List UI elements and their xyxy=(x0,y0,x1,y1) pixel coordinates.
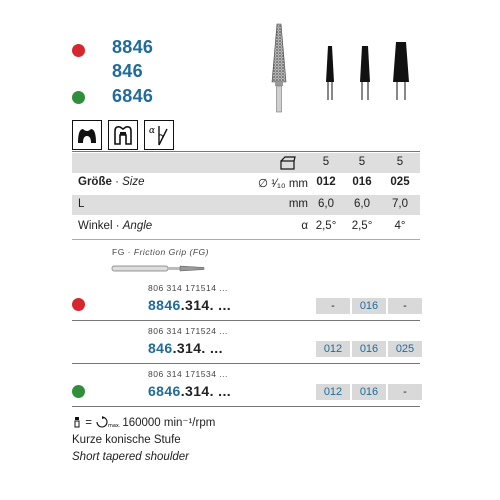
order-code: 6846.314. ... xyxy=(148,383,232,399)
model-8846: 8846 xyxy=(112,37,154,57)
angle-row xyxy=(72,217,420,237)
pack-value: 5 xyxy=(396,156,404,168)
red-dot-icon xyxy=(72,44,85,57)
speed-value: 160000 min⁻¹/rpm xyxy=(122,417,216,429)
size-row xyxy=(72,173,420,193)
size-box[interactable]: - xyxy=(316,298,350,314)
pack-value: 5 xyxy=(358,156,366,168)
fg-bur-icon xyxy=(72,416,82,428)
size-box[interactable]: - xyxy=(388,298,422,314)
divider xyxy=(72,406,420,407)
bur-illustration xyxy=(264,22,294,114)
size-label: Größe · Size xyxy=(78,176,145,188)
model-846: 846 xyxy=(112,61,143,81)
svg-text:max.: max. xyxy=(108,423,121,429)
silhouette-025-icon xyxy=(390,40,412,104)
angle-value: 2,5° xyxy=(351,220,373,232)
size-box[interactable]: 016 xyxy=(352,384,386,400)
length-unit: mm xyxy=(288,198,308,210)
shank-label: FG · Friction Grip (FG) xyxy=(112,247,209,257)
silhouette-012-icon xyxy=(320,44,340,104)
size-value: 025 xyxy=(390,176,410,188)
model-6846: 6846 xyxy=(112,86,154,106)
length-value: 6,0 xyxy=(354,198,370,210)
crown-prep-icon xyxy=(72,120,102,150)
angle-icon xyxy=(144,120,174,150)
angle-value: 4° xyxy=(394,220,406,232)
size-unit: ∅ ¹⁄₁₀ mm xyxy=(258,178,308,190)
silhouette-016-icon xyxy=(355,44,375,104)
order-ref: 806 314 171534 ... xyxy=(148,369,228,379)
size-value: 012 xyxy=(316,176,336,188)
divider xyxy=(72,239,420,240)
size-box[interactable]: - xyxy=(388,384,422,400)
pack-row xyxy=(72,153,420,173)
size-box[interactable]: 016 xyxy=(352,298,386,314)
rotation-icon xyxy=(95,416,119,428)
size-value: 016 xyxy=(352,176,372,188)
desc-de: Kurze konische Stufe xyxy=(72,434,181,446)
speed-line: = max. 160000 min⁻¹/rpm xyxy=(72,415,215,429)
pack-icon xyxy=(280,156,296,170)
pack-value: 5 xyxy=(322,156,330,168)
size-box[interactable]: 012 xyxy=(316,341,350,357)
green-dot-icon xyxy=(72,385,85,398)
angle-value: 2,5° xyxy=(315,220,337,232)
divider xyxy=(72,320,420,321)
order-code: 8846.314. ... xyxy=(148,297,232,313)
red-dot-icon xyxy=(72,298,85,311)
size-box[interactable]: 025 xyxy=(388,341,422,357)
desc-en: Short tapered shoulder xyxy=(72,451,189,463)
angle-unit: α xyxy=(301,220,308,232)
size-box[interactable]: 016 xyxy=(352,341,386,357)
tooth-prep-icon xyxy=(108,120,138,150)
size-box[interactable]: 012 xyxy=(316,384,350,400)
order-ref: 806 314 171514 ... xyxy=(148,283,228,293)
angle-label: Winkel · Angle xyxy=(78,220,153,232)
order-ref: 806 314 171524 ... xyxy=(148,326,228,336)
green-dot-icon xyxy=(72,91,85,104)
length-value: 7,0 xyxy=(392,198,408,210)
svg-text:α: α xyxy=(149,126,156,136)
order-code: 846.314. ... xyxy=(148,340,223,356)
divider xyxy=(72,363,420,364)
shank-illustration xyxy=(112,262,212,276)
length-label: L xyxy=(78,198,85,210)
length-row xyxy=(72,195,420,215)
divider xyxy=(72,151,420,152)
length-value: 6,0 xyxy=(318,198,334,210)
